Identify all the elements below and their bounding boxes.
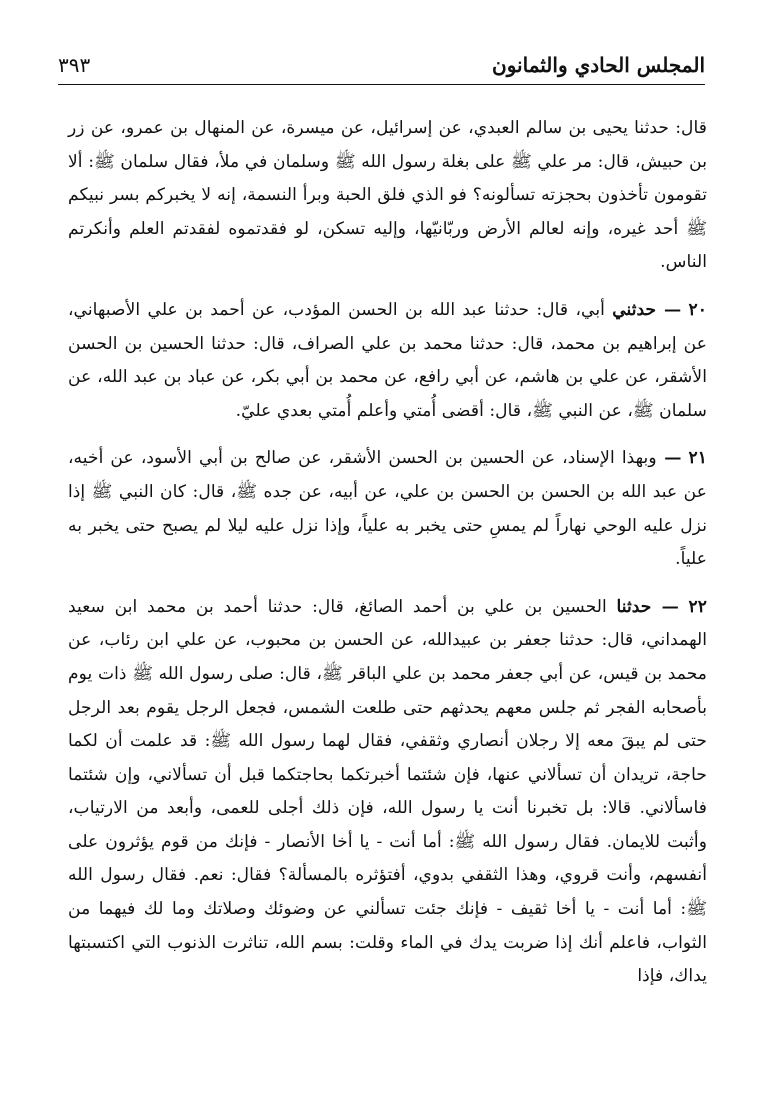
hadith-number: ٢٠ — [688, 299, 707, 320]
hadith-20: ٢٠ — حدثني أبي، قال: حدثنا عبد الله بن الحسن المؤدب، عن أحمد بن علي الأصبهاني، عن إبراهيم بن محمد، قال: حدثنا محمد بن علي الصراف، قال: حدثنا الحسين بن الحسن الأشقر، عن علي بن هاشم، عن أبي رافع، عن محمد بن أبي بكر، عن عباد بن عبد الله، عن سلمان ﷺ، عن النبي ﷺ، قال: أقضى أُمتي وأعلم أُمتي بعدي عليّ. — [68, 299, 707, 421]
hadith-lead-word: حدثني — [612, 299, 657, 320]
hadith-21: ٢١ — وبهذا الإسناد، عن الحسين بن الحسن الأشقر، عن صالح بن أبي الأسود، عن أخيه، عن عبد الله بن الحسن بن الحسن بن علي، عن أبيه، عن جده ﷺ، قال: كان النبي ﷺ إذا نزل عليه الوحي نهاراً لم يمسِ حتى يخبر به علياً، وإذا نزل عليه ليلا لم يصبح حتى يخبر به علياً. — [68, 448, 708, 570]
paragraph-text: أبي، قال: حدثنا عبد الله بن الحسن المؤدب، عن أحمد بن علي الأصبهاني، عن إبراهيم بن محمد، قال: حدثنا محمد بن علي الصراف، قال: حدثنا الحسين بن الحسن الأشقر، عن علي بن هاشم، عن أبي رافع، عن محمد بن أبي بكر، عن عباد بن عبد الله، عن سلمان ﷺ، عن النبي ﷺ، قال: أقضى أُمتي وأعلم أُمتي بعدي عليّ. — [68, 299, 707, 421]
paragraph-text: الحسين بن علي بن أحمد الصائغ، قال: حدثنا أحمد بن محمد ابن سعيد الهمداني، قال: حدثنا جعفر بن عبيدالله، عن الحسن بن محبوب، عن علي ابن رئاب، عن محمد بن قيس، عن أبي جعفر محمد بن علي الباقر ﷺ، قال: صلى رسول الله ﷺ ذات يوم بأصحابه الفجر ثم جلس معهم يحدثهم حتى طلعت الشمس، فجعل الرجل يقوم بعد الرجل حتى لم يبقَ معه إلا رجلان أنصاري وثقفي، فقال لهما رسول الله ﷺ: قد علمت أن لكما حاجة، تريدان أن تسألاني عنها، فإن شئتما أخبرتكما بحاجتكما قبل أن تسألاني، وإن شئتما فاسألاني. قالا: بل تخبرنا أنت يا رسول الله، فإن ذلك أجلى للعمى، وأبعد من الارتياب، وأثبت للايمان. فقال رسول الله ﷺ: أما أنت - يا أخا الأنصار - فإنك من قوم يؤثرون على أنفسهم، وأنت قروي، وهذا الثقفي بدوي، أفتؤثره بالمسألة؟ فقال: نعم. فقال رسول الله ﷺ: أما أنت - يا أخا ثقيف - فإنك جئت تسألني عن وضوئك وصلاتك وما لك فيهما من الثواب، فاعلم أنك إذا ضربت يدك في الماء وقلت: بسم الله، تناثرت الذنوب التي اكتسبتها يداك، فإذا — [68, 596, 707, 987]
paragraph-text: قال: حدثنا يحيى بن سالم العبدي، عن إسرائيل، عن ميسرة، عن المنهال بن عمرو، عن زر بن حبيش، قال: مر علي ﷺ على بغلة رسول الله ﷺ وسلمان في ملأ، فقال سلمان ﷺ: ألا تقومون تأخذون بحجزته تسألونه؟ فو الذي فلق الحبة وبرأ النسمة، إنه لا يخبركم بسر نبيكم ﷺ أحد غيره، وإنه لعالم الأرض وربّانيّها، وإليه تسكن، لو فقدتموه لفقدتم العلم وأنكرتم الناس. — [68, 118, 707, 273]
page-number: ٣٩٣ — [58, 53, 91, 77]
hadith-lead-word: حدثنا — [616, 596, 652, 617]
hadith-number: ٢٢ — [688, 596, 708, 617]
page-body — [68, 112, 707, 1008]
hadith-number: ٢١ — [688, 448, 708, 469]
chapter-title: المجلس الحادي والثمانون — [492, 53, 705, 77]
paragraph — [68, 112, 707, 280]
paragraph-text: وبهذا الإسناد، عن الحسين بن الحسن الأشقر، عن صالح بن أبي الأسود، عن أخيه، عن عبد الله بن الحسن بن الحسن بن علي، عن أبيه، عن جده ﷺ، قال: كان النبي ﷺ إذا نزل عليه الوحي نهاراً لم يمسِ حتى يخبر به علياً، وإذا نزل عليه ليلا لم يصبح حتى يخبر به علياً. — [68, 448, 707, 570]
running-header — [58, 52, 705, 85]
hadith-22: ٢٢ — حدثنا الحسين بن علي بن أحمد الصائغ، قال: حدثنا أحمد بن محمد ابن سعيد الهمداني، قال: حدثنا جعفر بن عبيدالله، عن الحسن بن محبوب، عن علي ابن رئاب، عن محمد بن قيس، عن أبي جعفر محمد بن علي الباقر ﷺ، قال: صلى رسول الله ﷺ ذات يوم بأصحابه الفجر ثم جلس معهم يحدثهم حتى طلعت الشمس، فجعل الرجل يقوم بعد الرجل حتى لم يبقَ معه إلا رجلان أنصاري وثقفي، فقال لهما رسول الله ﷺ: قد علمت أن لكما حاجة، تريدان أن تسألاني عنها، فإن شئتما أخبرتكما بحاجتكما قبل أن تسألاني، وإن شئتما فاسألاني. قالا: بل تخبرنا أنت يا رسول الله، فإن ذلك أجلى للعمى، وأبعد من الارتياب، وأثبت للايمان. فقال رسول الله ﷺ: أما أنت - يا أخا الأنصار - فإنك من قوم يؤثرون على أنفسهم، وأنت قروي، وهذا الثقفي بدوي، أفتؤثره بالمسألة؟ فقال: نعم. فقال رسول الله ﷺ: أما أنت - يا أخا ثقيف - فإنك جئت تسألني عن وضوئك وصلاتك وما لك فيهما من الثواب، فاعلم أنك إذا ضربت يدك في الماء وقلت: بسم الله، تناثرت الذنوب التي اكتسبتها يداك، فإذا — [68, 596, 708, 987]
